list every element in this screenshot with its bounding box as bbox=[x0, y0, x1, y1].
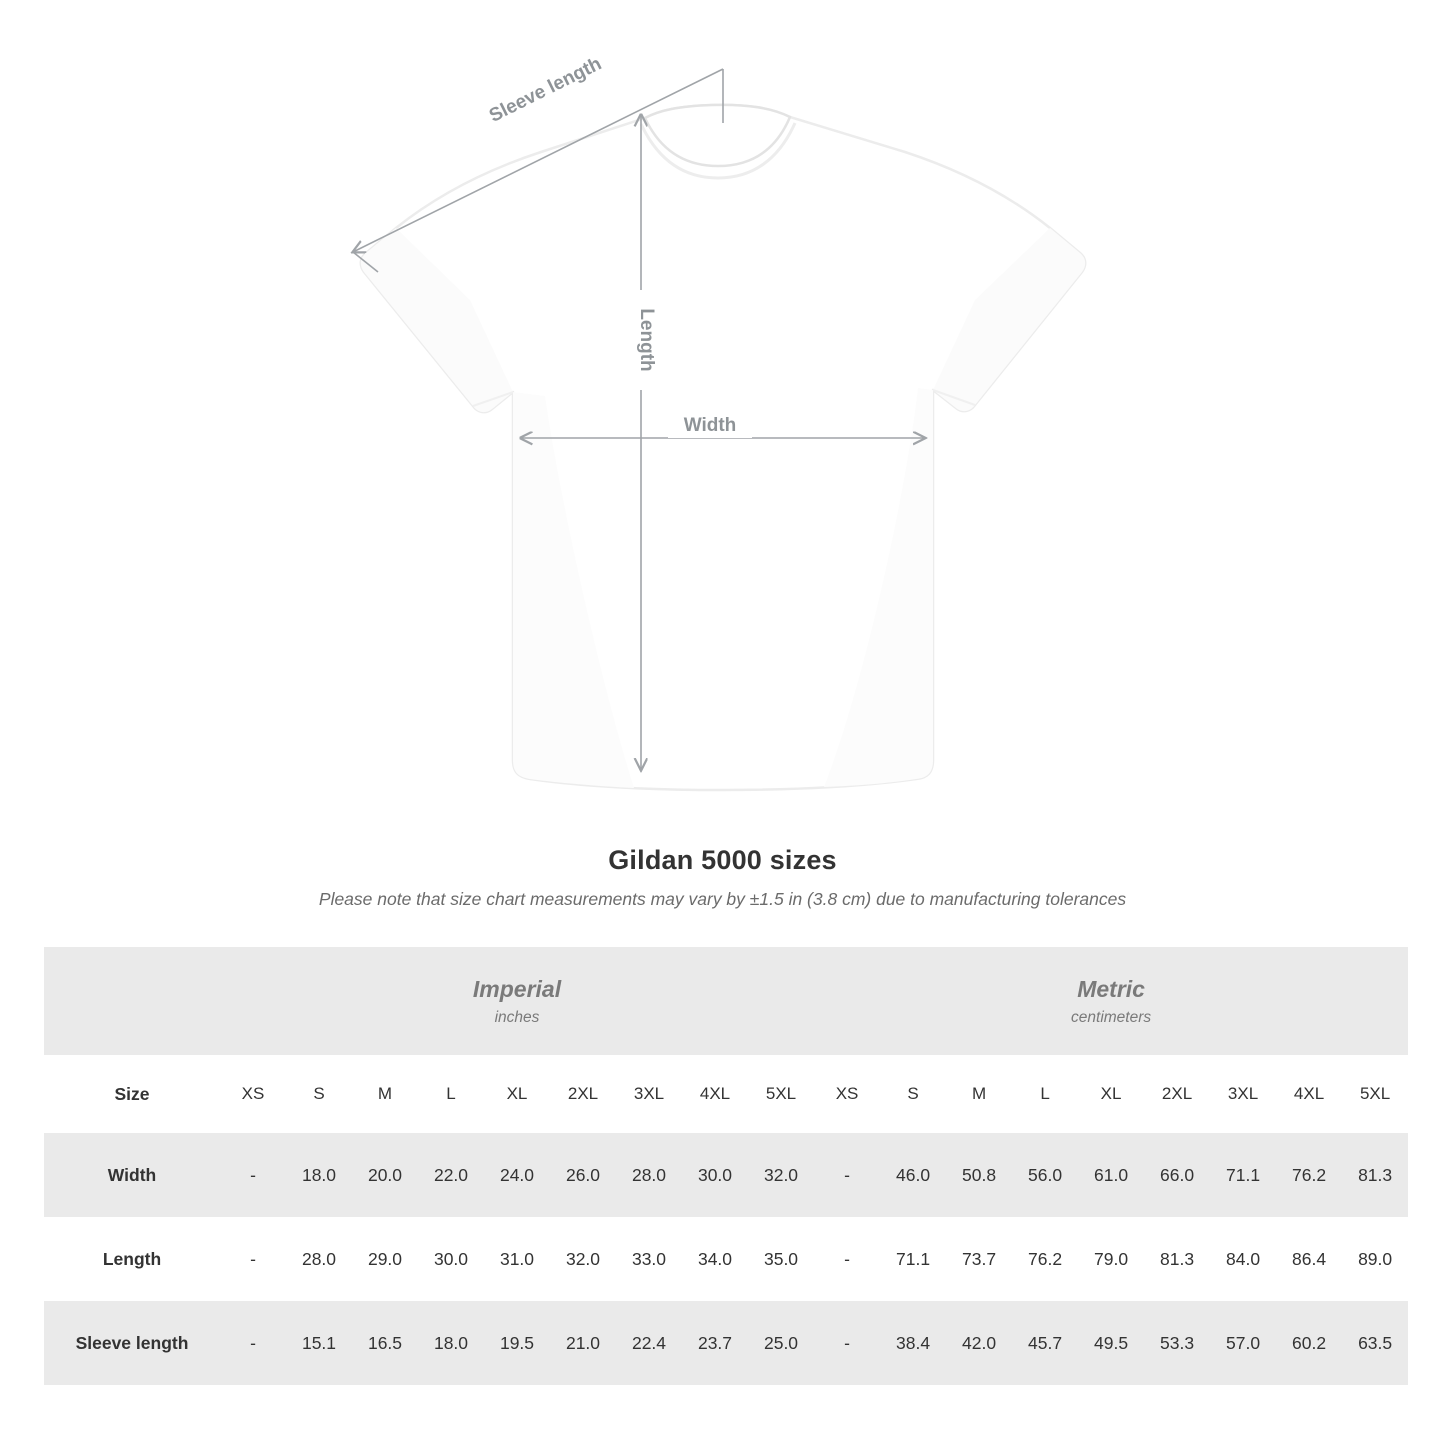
size-cell-imperial-3xl: 3XL bbox=[616, 1055, 682, 1133]
table-row-sleeve-length bbox=[44, 1301, 1408, 1385]
size-cell-metric-s: S bbox=[880, 1055, 946, 1133]
cell-width-imperial-3xl: 28.0 bbox=[616, 1133, 682, 1217]
size-cell-imperial-l: L bbox=[418, 1055, 484, 1133]
cell-sleeve-metric-xl: 49.5 bbox=[1078, 1301, 1144, 1385]
cell-width-metric-5xl: 81.3 bbox=[1342, 1133, 1408, 1217]
row-label-sleeve-length: Sleeve length bbox=[44, 1301, 220, 1385]
size-cell-metric-2xl: 2XL bbox=[1144, 1055, 1210, 1133]
cell-sleeve-imperial-xl: 19.5 bbox=[484, 1301, 550, 1385]
cell-width-imperial-s: 18.0 bbox=[286, 1133, 352, 1217]
cell-width-metric-4xl: 76.2 bbox=[1276, 1133, 1342, 1217]
size-cell-imperial-xs: XS bbox=[220, 1055, 286, 1133]
cell-width-imperial-l: 22.0 bbox=[418, 1133, 484, 1217]
cell-length-imperial-5xl: 35.0 bbox=[748, 1217, 814, 1301]
unit-sub-metric: centimeters bbox=[1071, 1008, 1152, 1026]
cell-width-imperial-xl: 24.0 bbox=[484, 1133, 550, 1217]
width-label: Width bbox=[683, 415, 737, 436]
size-chart-table bbox=[44, 947, 1408, 1385]
size-cell-metric-5xl: 5XL bbox=[1342, 1055, 1408, 1133]
size-cell-imperial-5xl: 5XL bbox=[748, 1055, 814, 1133]
unit-header-metric bbox=[814, 947, 1408, 1055]
tshirt-graphic bbox=[361, 105, 1085, 790]
cell-length-metric-l: 76.2 bbox=[1012, 1217, 1078, 1301]
cell-length-metric-5xl: 89.0 bbox=[1342, 1217, 1408, 1301]
size-cell-metric-l: L bbox=[1012, 1055, 1078, 1133]
cell-length-metric-xl: 79.0 bbox=[1078, 1217, 1144, 1301]
size-cell-metric-4xl: 4XL bbox=[1276, 1055, 1342, 1133]
cell-length-imperial-4xl: 34.0 bbox=[682, 1217, 748, 1301]
cell-sleeve-imperial-l: 18.0 bbox=[418, 1301, 484, 1385]
unit-name-metric: Metric bbox=[1077, 976, 1145, 1003]
tolerance-note: Please note that size chart measurements may vary by ±1.5 in (3.8 cm) due to manufacturing tolerances bbox=[318, 889, 1127, 909]
size-cell-metric-3xl: 3XL bbox=[1210, 1055, 1276, 1133]
cell-sleeve-metric-l: 45.7 bbox=[1012, 1301, 1078, 1385]
size-label-cell: Size bbox=[44, 1055, 220, 1133]
cell-width-imperial-5xl: 32.0 bbox=[748, 1133, 814, 1217]
cell-sleeve-metric-m: 42.0 bbox=[946, 1301, 1012, 1385]
cell-sleeve-metric-3xl: 57.0 bbox=[1210, 1301, 1276, 1385]
cell-sleeve-imperial-m: 16.5 bbox=[352, 1301, 418, 1385]
cell-width-metric-xl: 61.0 bbox=[1078, 1133, 1144, 1217]
cell-width-metric-s: 46.0 bbox=[880, 1133, 946, 1217]
cell-sleeve-metric-5xl: 63.5 bbox=[1342, 1301, 1408, 1385]
cell-sleeve-metric-s: 38.4 bbox=[880, 1301, 946, 1385]
cell-length-imperial-3xl: 33.0 bbox=[616, 1217, 682, 1301]
cell-length-metric-3xl: 84.0 bbox=[1210, 1217, 1276, 1301]
cell-length-imperial-s: 28.0 bbox=[286, 1217, 352, 1301]
cell-length-metric-xs: - bbox=[814, 1217, 880, 1301]
cell-width-metric-l: 56.0 bbox=[1012, 1133, 1078, 1217]
cell-sleeve-imperial-xs: - bbox=[220, 1301, 286, 1385]
page-title: Gildan 5000 sizes bbox=[608, 845, 837, 875]
cell-sleeve-metric-2xl: 53.3 bbox=[1144, 1301, 1210, 1385]
size-cell-imperial-s: S bbox=[286, 1055, 352, 1133]
row-label-width: Width bbox=[44, 1133, 220, 1217]
unit-sub-imperial: inches bbox=[494, 1008, 540, 1026]
unit-header-spacer bbox=[44, 947, 220, 1055]
size-cell-imperial-m: M bbox=[352, 1055, 418, 1133]
size-header-row bbox=[44, 1055, 1408, 1133]
unit-header-imperial bbox=[220, 947, 814, 1055]
unit-header-row bbox=[44, 947, 1408, 1055]
cell-length-imperial-2xl: 32.0 bbox=[550, 1217, 616, 1301]
table-row-length bbox=[44, 1217, 1408, 1301]
cell-length-metric-4xl: 86.4 bbox=[1276, 1217, 1342, 1301]
cell-length-imperial-l: 30.0 bbox=[418, 1217, 484, 1301]
size-cell-metric-xl: XL bbox=[1078, 1055, 1144, 1133]
cell-width-metric-m: 50.8 bbox=[946, 1133, 1012, 1217]
cell-width-imperial-xs: - bbox=[220, 1133, 286, 1217]
cell-sleeve-imperial-s: 15.1 bbox=[286, 1301, 352, 1385]
cell-length-metric-m: 73.7 bbox=[946, 1217, 1012, 1301]
size-cell-imperial-2xl: 2XL bbox=[550, 1055, 616, 1133]
sleeve-length-label: Sleeve length bbox=[486, 53, 606, 127]
table-row-width bbox=[44, 1133, 1408, 1217]
title-block bbox=[0, 845, 1445, 910]
cell-width-imperial-2xl: 26.0 bbox=[550, 1133, 616, 1217]
length-label: Length bbox=[636, 308, 657, 372]
cell-length-imperial-xs: - bbox=[220, 1217, 286, 1301]
size-cell-imperial-4xl: 4XL bbox=[682, 1055, 748, 1133]
cell-length-imperial-m: 29.0 bbox=[352, 1217, 418, 1301]
size-cell-imperial-xl: XL bbox=[484, 1055, 550, 1133]
cell-length-metric-s: 71.1 bbox=[880, 1217, 946, 1301]
cell-sleeve-metric-xs: - bbox=[814, 1301, 880, 1385]
cell-width-metric-2xl: 66.0 bbox=[1144, 1133, 1210, 1217]
row-label-length: Length bbox=[44, 1217, 220, 1301]
size-cell-metric-xs: XS bbox=[814, 1055, 880, 1133]
cell-length-imperial-xl: 31.0 bbox=[484, 1217, 550, 1301]
cell-sleeve-metric-4xl: 60.2 bbox=[1276, 1301, 1342, 1385]
size-cell-metric-m: M bbox=[946, 1055, 1012, 1133]
cell-sleeve-imperial-4xl: 23.7 bbox=[682, 1301, 748, 1385]
cell-width-imperial-m: 20.0 bbox=[352, 1133, 418, 1217]
cell-width-imperial-4xl: 30.0 bbox=[682, 1133, 748, 1217]
cell-length-metric-2xl: 81.3 bbox=[1144, 1217, 1210, 1301]
unit-name-imperial: Imperial bbox=[472, 976, 562, 1003]
cell-sleeve-imperial-3xl: 22.4 bbox=[616, 1301, 682, 1385]
cell-sleeve-imperial-2xl: 21.0 bbox=[550, 1301, 616, 1385]
cell-width-metric-xs: - bbox=[814, 1133, 880, 1217]
cell-sleeve-imperial-5xl: 25.0 bbox=[748, 1301, 814, 1385]
cell-width-metric-3xl: 71.1 bbox=[1210, 1133, 1276, 1217]
